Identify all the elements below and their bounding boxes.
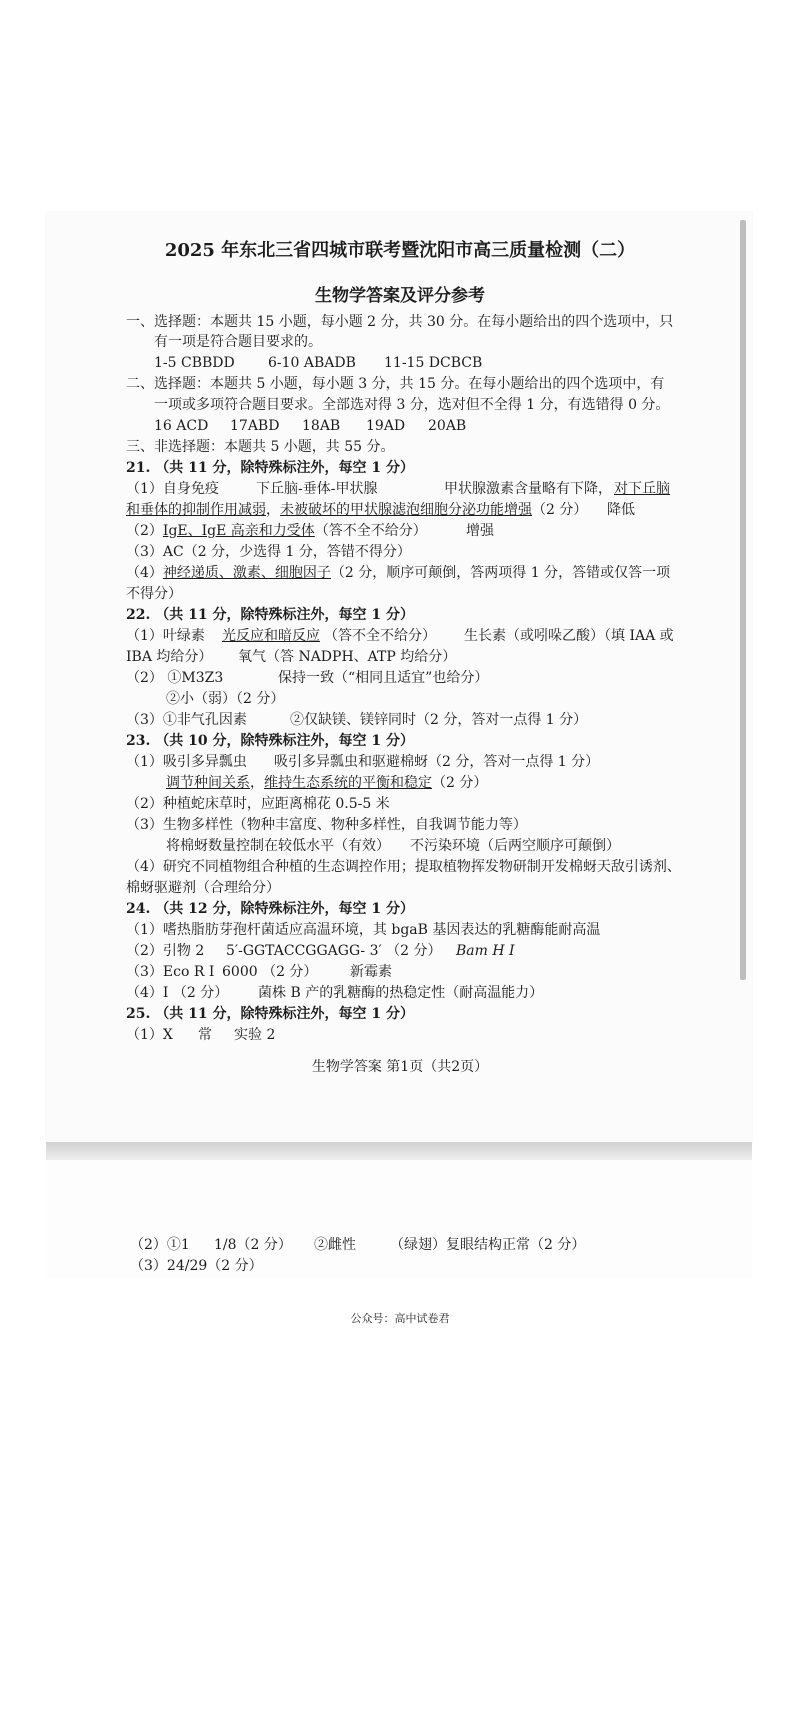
q24-1: （1）嗜热脂肪芽孢杆菌适应高温环境，其 bgaB 基因表达的乳糖酶能耐高温	[126, 922, 601, 938]
q24-heading: 24. （共 12 分，除特殊标注外，每空 1 分）	[126, 901, 414, 917]
answer-16: 16 ACD	[154, 418, 209, 434]
q25-2-c: ②雌性	[314, 1237, 356, 1253]
q25-1-c: 实验 2	[234, 1027, 276, 1043]
q22-heading: 22. （共 11 分，除特殊标注外，每空 1 分）	[126, 607, 414, 623]
q24-3-b: 6000 （2 分）	[222, 964, 318, 980]
q21-1-b: 下丘脑-垂体-甲状腺	[256, 481, 378, 497]
q21-1-line2	[126, 501, 587, 519]
q24-4-a: （4）I （2 分）	[126, 985, 229, 1001]
scrollbar[interactable]	[740, 220, 746, 980]
q21-4-c: （2 分，顺序可颠倒，答两项得 1 分，答错或仅答一项	[330, 565, 671, 581]
q22-1-f: 氧气（答 NADPH、ATP 均给分）	[238, 649, 457, 665]
q24-3-c: 新霉素	[350, 964, 392, 980]
q24-2-a: （2）引物 2	[126, 943, 205, 959]
source-watermark: 公众号：高中试卷君	[350, 1312, 450, 1325]
q21-1-e: 和垂体的抑制作用减弱	[126, 502, 266, 518]
q23-1-d: ，	[250, 775, 264, 791]
q25-2-a: （2）①1	[130, 1237, 190, 1253]
q22-2-b: 保持一致（“相同且适宜”也给分）	[278, 670, 489, 686]
answer-19: 19AD	[366, 418, 406, 434]
q24-2-b: 5′-GGTACCGGAGG- 3′ （2 分）	[226, 943, 442, 959]
q24-3-a: （3）Eco R I	[126, 964, 215, 980]
q23-2: （2）种植蛇床草时，应距离棉花 0.5-5 米	[126, 796, 390, 812]
answer-11-15: 11-15 DCBCB	[384, 355, 483, 371]
section-2-heading: 二、选择题：本题共 5 小题，每小题 3 分，共 15 分。在每小题给出的四个选项中，有	[126, 376, 665, 392]
q21-4-line	[126, 564, 670, 582]
q22-3-a: （3）①非气孔因素	[126, 712, 247, 728]
section-1-heading-cont: 有一项是符合题目要求的。	[154, 334, 322, 350]
q23-1-line2	[166, 774, 487, 792]
q21-1-f: ，	[266, 502, 280, 518]
q23-1-a: （1）吸引多异瓢虫	[126, 754, 247, 770]
q21-4-d: 不得分）	[126, 586, 182, 602]
q22-1-b: 光反应和暗反应	[222, 628, 320, 644]
q21-4-a: （4）	[126, 565, 163, 581]
q23-4-b: 棉蚜驱避剂（合理给分）	[126, 880, 280, 896]
q21-4-b: 神经递质、激素、细胞因子	[162, 565, 331, 581]
q21-3: （3）AC（2 分，少选得 1 分，答错不得分）	[126, 544, 411, 560]
q24-2-c: Bam H I	[456, 943, 515, 959]
q21-2-a: （2）	[126, 523, 163, 539]
q23-3-a: （3）生物多样性（物种丰富度、物种多样性，自我调节能力等）	[126, 817, 527, 833]
document-title: 2025 年东北三省四城市联考暨沈阳市高三质量检测（二）	[164, 240, 636, 261]
q23-1-f: （2 分）	[432, 775, 488, 791]
section-2-heading-cont: 一项或多项符合题目要求。全部选对得 3 分，选对但不全得 1 分，有选错得 0 分。	[154, 397, 670, 413]
q23-1-e: 维持生态系统的平衡和稳定	[264, 775, 432, 791]
page-footer: 生物学答案 第1页（共2页）	[311, 1059, 489, 1075]
q21-2-b: IgE、IgE 高亲和力受体	[162, 523, 315, 539]
q21-heading: 21. （共 11 分，除特殊标注外，每空 1 分）	[126, 460, 414, 476]
answer-20: 20AB	[428, 418, 467, 434]
q25-3: （3）24/29（2 分）	[130, 1258, 263, 1274]
q21-1-d: 对下丘脑	[614, 481, 670, 497]
q21-2-d: 增强	[466, 523, 494, 539]
q25-heading: 25. （共 11 分，除特殊标注外，每空 1 分）	[126, 1006, 414, 1022]
q22-2-a: （2） ①M3Z3	[126, 670, 224, 686]
q23-3-c: 不污染环境（后两空顺序可颠倒）	[410, 838, 620, 854]
answer-6-10: 6-10 ABADB	[268, 355, 356, 371]
q21-1-g: 未被破坏的甲状腺滤泡细胞分泌功能增强	[280, 502, 532, 518]
q22-2-c: ②小（弱）（2 分）	[166, 691, 285, 707]
q23-3-b: 将棉蚜数量控制在较低水平（有效）	[166, 838, 390, 854]
q24-4-b: 菌株 B 产的乳糖酶的热稳定性（耐高温能力）	[258, 985, 544, 1001]
answer-18: 18AB	[302, 418, 341, 434]
q23-heading: 23. （共 10 分，除特殊标注外，每空 1 分）	[126, 733, 414, 749]
q21-1-a: （1）自身免疫	[126, 481, 219, 497]
q22-3-b: ②仅缺镁、镁锌同时（2 分，答对一点得 1 分）	[290, 712, 588, 728]
q21-1-c: 甲状腺激素含量略有下降，	[444, 481, 612, 497]
q22-1-a: （1）叶绿素	[126, 628, 205, 644]
section-3-heading: 三、非选择题：本题共 5 小题，共 55 分。	[126, 439, 395, 455]
document-subtitle: 生物学答案及评分参考	[315, 286, 485, 306]
q25-1-b: 常	[198, 1027, 212, 1043]
q25-1-a: （1）X	[126, 1027, 173, 1043]
q23-4-a: （4）研究不同植物组合种植的生态调控作用；提取植物挥发物研制开发棉蚜天敌引诱剂、	[126, 859, 681, 875]
q21-2-c: （答不全不给分）	[314, 523, 427, 539]
q22-1-e: IBA 均给分）	[126, 649, 213, 665]
answer-1-5: 1-5 CBBDD	[154, 355, 235, 371]
q21-2-line	[126, 522, 427, 540]
q25-2-d: （绿翅）复眼结构正常（2 分）	[390, 1237, 586, 1253]
page-divider	[46, 1142, 752, 1160]
q23-1-c: 调节种间关系	[166, 775, 250, 791]
q22-1-c: （答不全不给分）	[324, 628, 436, 644]
section-1-heading: 一、选择题：本题共 15 小题，每小题 2 分，共 30 分。在每小题给出的四个选项中，只	[126, 314, 674, 330]
q25-2-b: 1/8（2 分）	[214, 1237, 292, 1253]
q22-1-d: 生长素（或吲哚乙酸）（填 IAA 或	[464, 628, 674, 644]
q23-1-b: 吸引多异瓢虫和驱避棉蚜（2 分，答对一点得 1 分）	[274, 754, 600, 770]
q21-1-h: （2 分）	[532, 502, 588, 518]
answer-17: 17ABD	[230, 418, 280, 434]
q21-1-i: 降低	[607, 502, 635, 518]
